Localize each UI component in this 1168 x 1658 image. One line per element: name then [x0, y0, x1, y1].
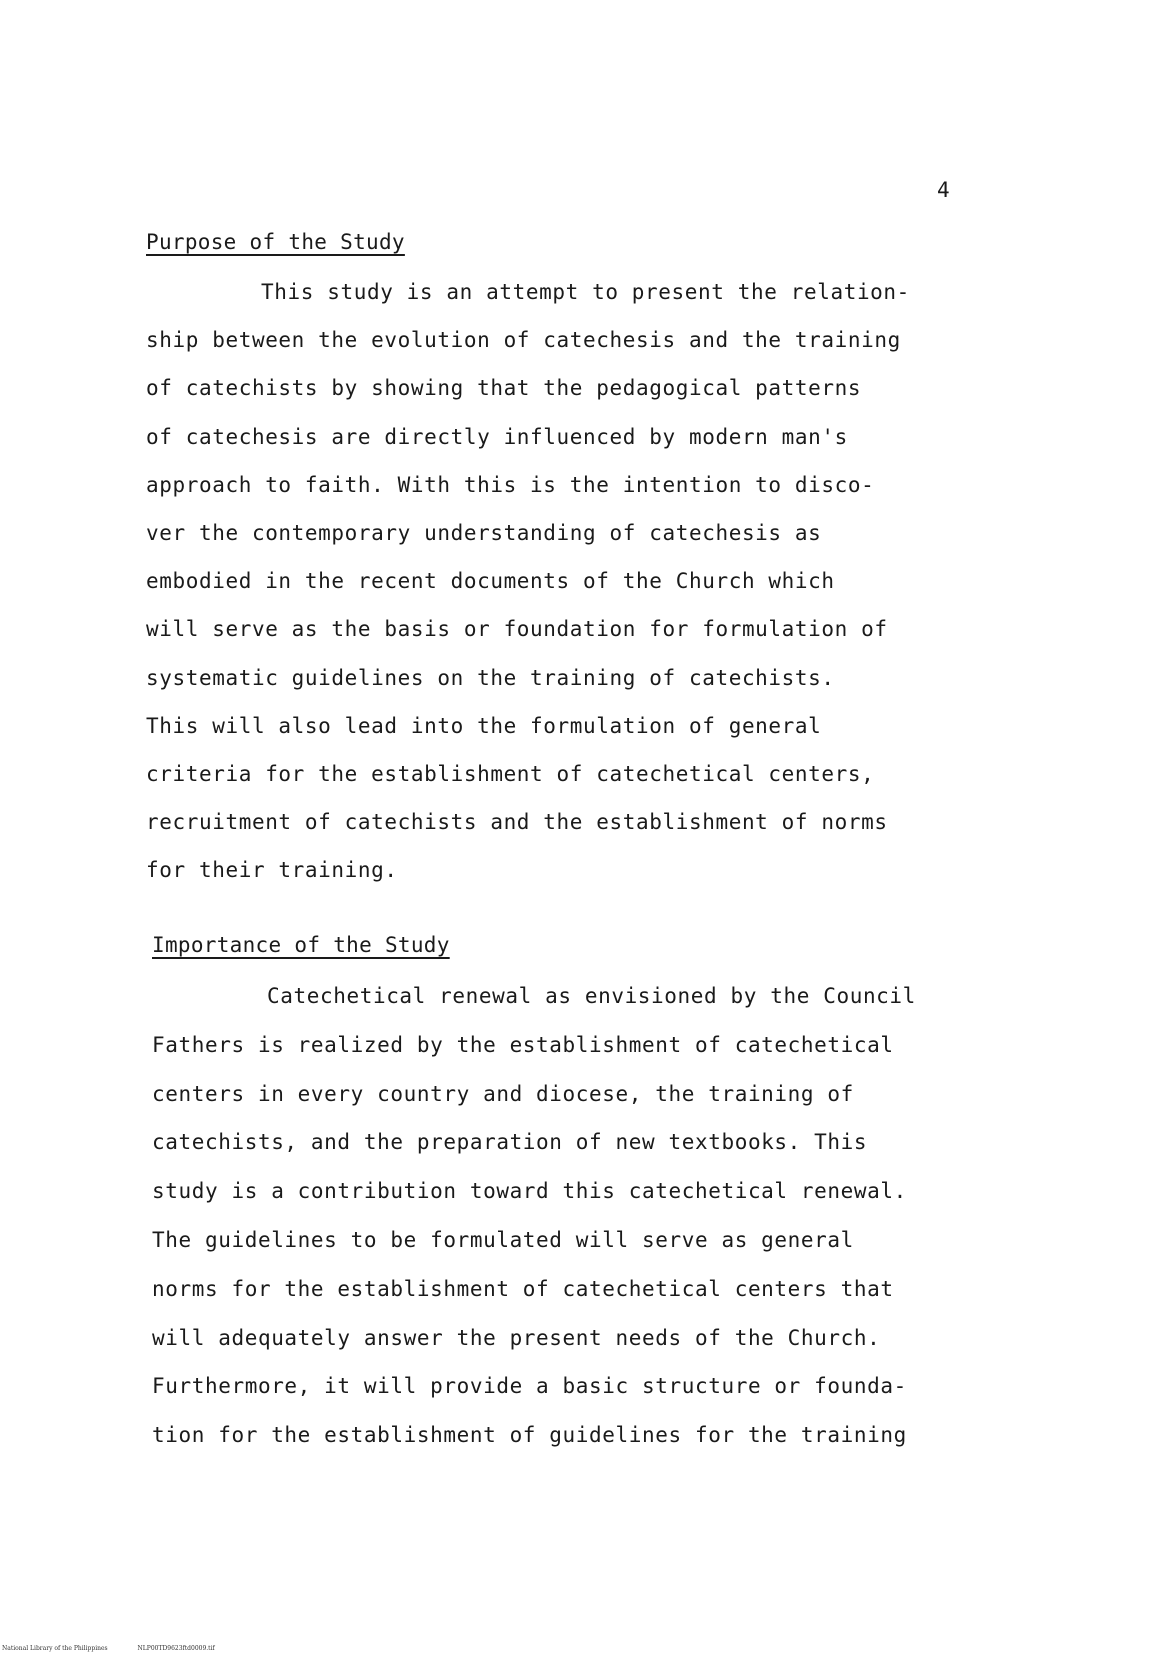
- text-line: Furthermore, it will provide a basic structure or founda-: [152, 1374, 907, 1399]
- text-line: catechists, and the preparation of new textbooks. This: [152, 1130, 868, 1155]
- text-line: This will also lead into the formulation of general: [146, 713, 822, 738]
- text-line: criteria for the establishment of catechetical centers,: [146, 761, 875, 786]
- text-line: Fathers is realized by the establishment of catechetical: [152, 1032, 894, 1057]
- section-heading-purpose: Purpose of the Study: [146, 230, 405, 254]
- text-line: Catechetical renewal as envisioned by the Council: [267, 984, 916, 1008]
- text-line: embodied in the recent documents of the Church which: [146, 569, 835, 594]
- text-line: of catechesis are directly influenced by modern man's: [146, 424, 848, 449]
- text-line: ver the contemporary understanding of catechesis as: [146, 520, 822, 545]
- text-line: study is a contribution toward this catechetical renewal.: [152, 1179, 907, 1204]
- text-line: ship between the evolution of catechesis and the training: [146, 328, 901, 353]
- scan-footer: [2, 1645, 243, 1652]
- text-line: approach to faith. With this is the intention to disco-: [146, 472, 875, 497]
- paragraph-importance: [152, 972, 916, 1460]
- text-line: of catechists by showing that the pedagogical patterns: [146, 376, 862, 401]
- text-line: will adequately answer the present needs of the Church.: [152, 1325, 881, 1350]
- text-line: recruitment of catechists and the establishment of norms: [146, 810, 888, 835]
- text-line: for their training.: [146, 858, 398, 883]
- library-credit: National Library of the Philippines: [2, 1645, 108, 1652]
- paragraph-purpose: [146, 268, 910, 894]
- section-heading-importance: Importance of the Study: [152, 933, 450, 957]
- text-line: systematic guidelines on the training of catechists.: [146, 665, 835, 690]
- text-line: norms for the establishment of catechetical centers that: [152, 1276, 894, 1301]
- text-line: will serve as the basis or foundation for formulation of: [146, 617, 888, 642]
- text-line: The guidelines to be formulated will serve as general: [152, 1227, 854, 1252]
- text-line: This study is an attempt to present the relation-: [261, 280, 910, 304]
- text-line: centers in every country and diocese, the training of: [152, 1081, 854, 1106]
- page-number: 4: [937, 178, 950, 202]
- file-name: NLP00TD9623ftd0009.tif: [137, 1645, 215, 1652]
- text-line: tion for the establishment of guidelines for the training: [152, 1423, 907, 1448]
